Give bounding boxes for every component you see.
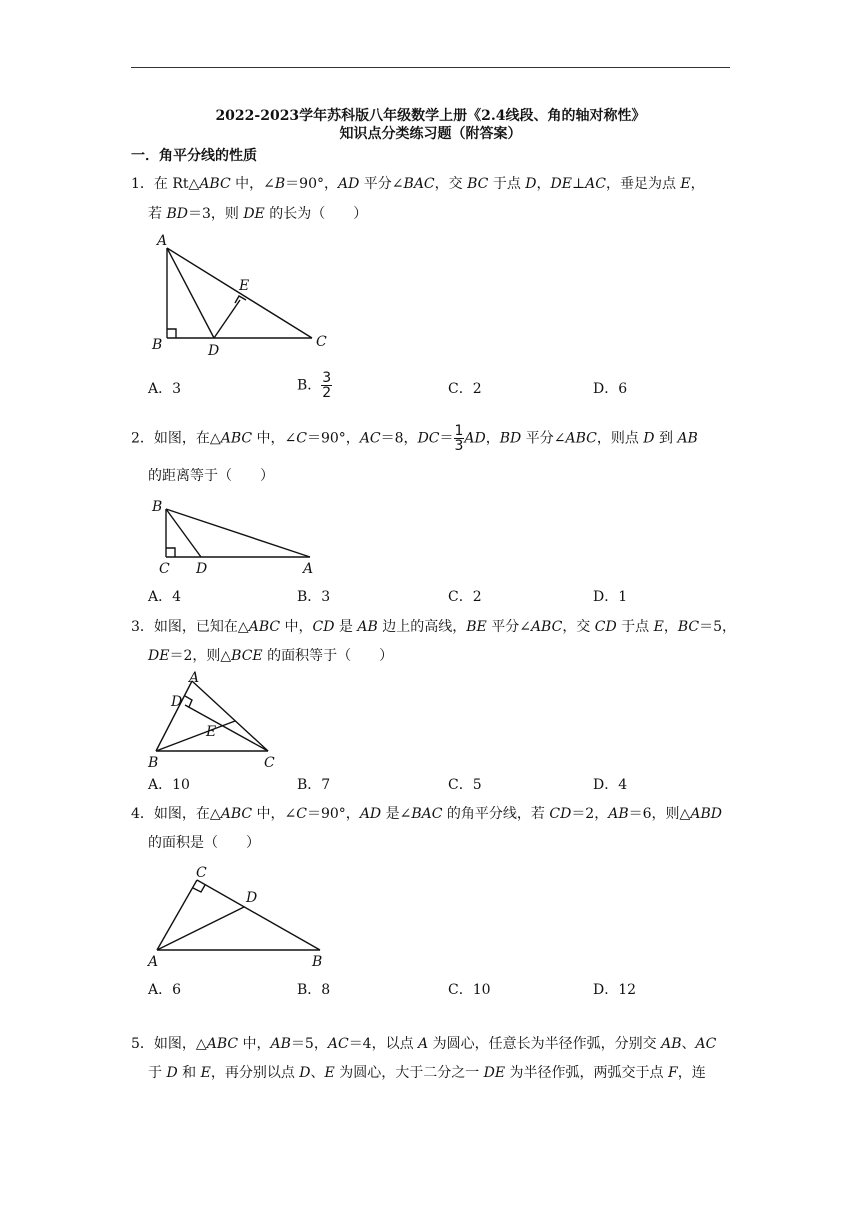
question-1-option-b: B． $\frac{3}{2}$ [297,370,332,401]
document-title-line2: 知识点分类练习题（附答案） [339,126,522,142]
fig3-label-a: A [189,670,200,686]
fraction-three-halves: $\frac{3}{2}$ [322,370,332,401]
question-2-line1: 2．如图，在△ABC 中，∠C＝90°，AC＝8，DC＝ $\frac{1}{3}$ AD，BD 平分∠ABC，则点 D 到 AB [131,423,698,454]
question-5-line1: 5．如图，△ABC 中，AB＝5，AC＝4，以点 A 为圆心，任意长为半径作弧，分别交 AB、AC [131,1036,717,1052]
question-2-option-a: A．4 [148,589,182,605]
question-3-line1: 3．如图，已知在△ABC 中，CD 是 AB 边上的高线，BE 平分∠ABC，交 CD 于点 E，BC＝5， [131,619,737,635]
fraction-one-third: $\frac{1}{3}$ [454,423,464,454]
question-1-figure [140,228,340,363]
fig2-label-d: D [196,561,208,577]
fig1-label-a: A [157,233,168,249]
fig4-label-a: A [148,954,159,970]
question-3-line2: DE＝2，则△BCE 的面积等于（ ） [148,648,394,664]
fig4-label-c: C [196,865,207,881]
fig2-label-c: C [159,561,170,577]
question-1-option-d: D．6 [593,381,628,397]
fig3-label-c: C [264,755,275,771]
fig3-label-e: E [206,724,217,740]
fig2-label-a: A [303,561,314,577]
fig1-label-c: C [316,334,327,350]
question-3-option-d: D．4 [593,777,628,793]
document-title-line1: 2022-2023学年苏科版八年级数学上册《2.4线段、角的轴对称性》 [215,108,646,124]
question-3-option-b: B．7 [297,777,331,793]
fig3-label-d: D [171,694,183,710]
question-4-option-b: B．8 [297,982,331,998]
fig4-label-b: B [312,954,323,970]
question-3-option-c: C．5 [448,777,482,793]
question-4-figure [140,860,340,972]
question-1-line2: 若 BD＝3，则 DE 的长为（ ） [148,206,368,222]
question-4-option-c: C．10 [448,982,491,998]
fig4-label-d: D [246,890,258,906]
question-2-figure [140,495,330,580]
question-1-option-c: C．2 [448,381,482,397]
section-heading: 一．角平分线的性质 [131,148,257,164]
question-1-line1: 1．在 Rt△ABC 中，∠B＝90°，AD 平分∠BAC，交 BC 于点 D，DE⊥AC，垂足为点 E， [131,176,705,192]
fig3-label-b: B [148,755,159,771]
fig1-label-b: B [152,337,163,353]
question-1-option-a: A．3 [148,381,182,397]
fig1-label-e: E [239,278,250,294]
fig1-label-d: D [208,343,220,359]
question-3-figure [140,668,290,773]
question-4-option-a: A．6 [148,982,182,998]
fig2-label-b: B [152,499,163,515]
question-2-option-b: B．3 [297,589,331,605]
question-5-line2: 于 D 和 E，再分别以点 D、E 为圆心，大于二分之一 DE 为半径作弧，两弧交于点 F，连 [148,1065,706,1081]
question-2-option-d: D．1 [593,589,628,605]
question-4-option-d: D．12 [593,982,637,998]
question-4-line2: 的面积是（ ） [148,835,260,851]
question-2-line2: 的距离等于（ ） [148,468,274,484]
question-2-option-c: C．2 [448,589,482,605]
question-3-option-a: A．10 [148,777,190,793]
header-rule [131,67,730,68]
question-4-line1: 4．如图，在△ABC 中，∠C＝90°，AD 是∠BAC 的角平分线，若 CD＝2，AB＝6，则△ABD [131,806,722,822]
